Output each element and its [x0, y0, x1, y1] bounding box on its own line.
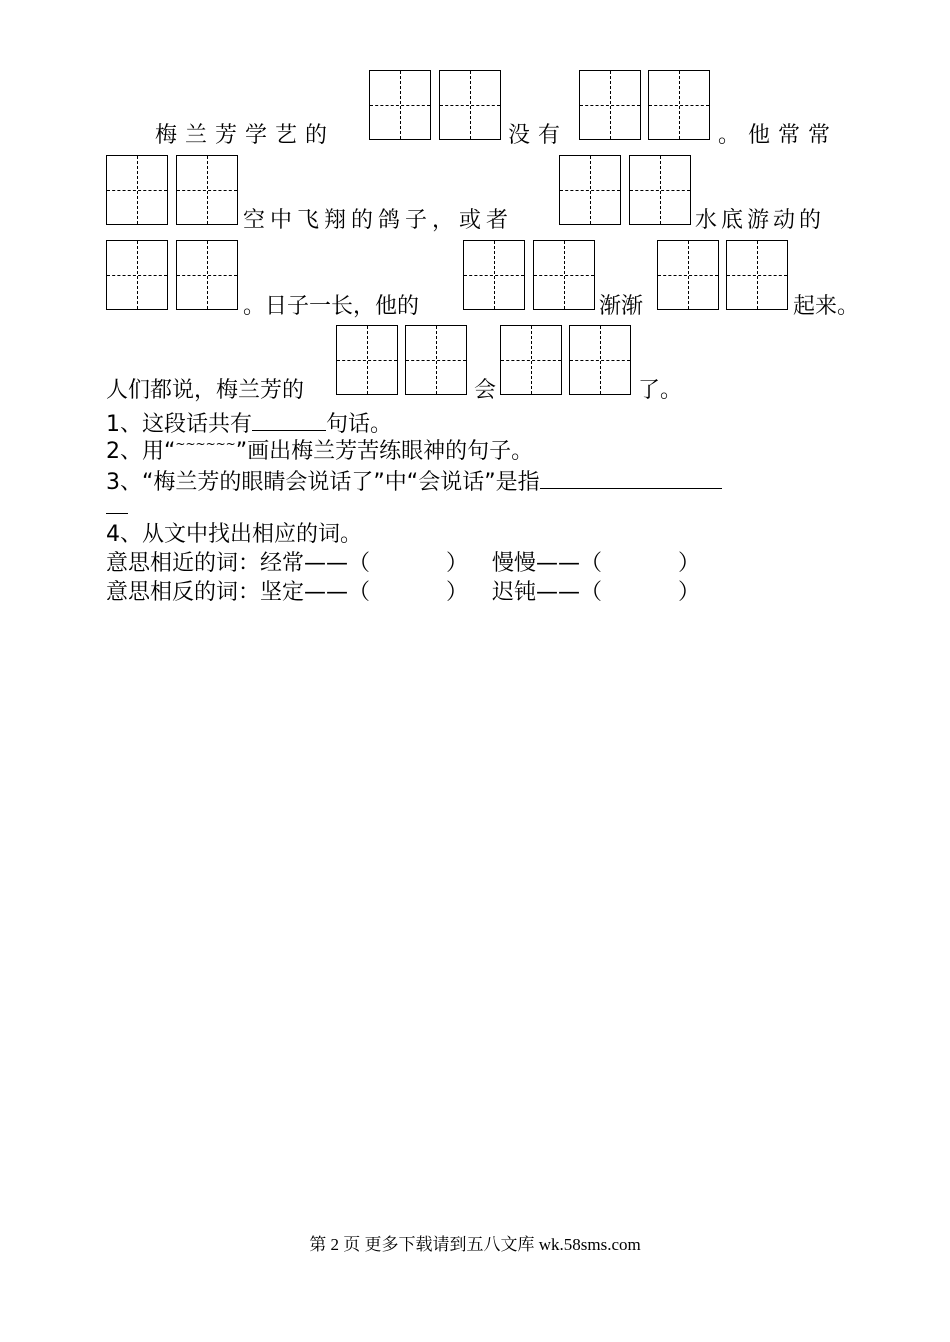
writing-box[interactable]	[559, 155, 621, 225]
question-text: 意思相近的词：经常——（	[106, 551, 371, 576]
near-words-row	[106, 551, 700, 577]
writing-box[interactable]	[629, 155, 691, 225]
question-text: 1、这段话共有	[106, 412, 252, 437]
question-text: 3、“梅兰芳的眼睛会说话了”中“会说话”是指	[106, 470, 540, 495]
writing-box[interactable]	[500, 325, 562, 395]
writing-box[interactable]	[648, 70, 710, 140]
writing-box[interactable]	[405, 325, 467, 395]
passage-text: 起来。	[793, 294, 860, 319]
passage-text: 渐渐	[599, 294, 644, 319]
writing-box[interactable]	[106, 155, 168, 225]
paren-close: ）	[446, 580, 469, 605]
question-text: 意思相反的词：坚定——（	[106, 580, 371, 605]
question-text: 迟钝——（	[492, 580, 603, 605]
question-text: ”画出梅兰芳苦练眼神的句子。	[235, 439, 534, 464]
question-text: 2、用“	[106, 439, 176, 464]
question-3	[106, 468, 722, 496]
wavy-line-mark: ~~~~~~	[175, 437, 236, 451]
writing-box[interactable]	[569, 325, 631, 395]
writing-box[interactable]	[106, 240, 168, 310]
question-text: 慢慢——（	[492, 551, 603, 576]
writing-box[interactable]	[439, 70, 501, 140]
page-footer: 第 2 页 更多下载请到五八文库 wk.58sms.com	[309, 1235, 641, 1254]
writing-box[interactable]	[579, 70, 641, 140]
passage-text: 没有	[508, 123, 569, 148]
paren-close: ）	[678, 551, 701, 576]
passage-text: 会	[474, 378, 497, 403]
passage-text: 了。	[638, 378, 683, 403]
answer-blank[interactable]	[252, 410, 326, 431]
opposite-words-row	[106, 580, 700, 606]
question-1	[106, 410, 392, 438]
answer-blank-continued[interactable]	[106, 513, 128, 514]
writing-box[interactable]	[176, 240, 238, 310]
question-4: 4、从文中找出相应的词。	[106, 522, 362, 547]
writing-box[interactable]	[726, 240, 788, 310]
writing-box[interactable]	[176, 155, 238, 225]
answer-blank[interactable]	[540, 468, 722, 489]
writing-box[interactable]	[369, 70, 431, 140]
writing-box[interactable]	[533, 240, 595, 310]
question-text: 句话。	[326, 412, 393, 437]
passage-text: 空中飞翔的鸽子，或者	[243, 208, 514, 233]
passage-text: 人们都说，梅兰芳的	[106, 378, 305, 403]
writing-box[interactable]	[336, 325, 398, 395]
writing-box[interactable]	[463, 240, 525, 310]
paren-close: ）	[678, 580, 701, 605]
question-2	[106, 439, 533, 467]
passage-text: 水底游动的	[695, 208, 826, 233]
passage-text: 。他常常	[718, 123, 839, 148]
passage-text: 梅兰芳学艺的	[155, 123, 336, 148]
paren-close: ）	[446, 551, 469, 576]
passage-text: 。日子一长，他的	[243, 294, 420, 319]
writing-box[interactable]	[657, 240, 719, 310]
